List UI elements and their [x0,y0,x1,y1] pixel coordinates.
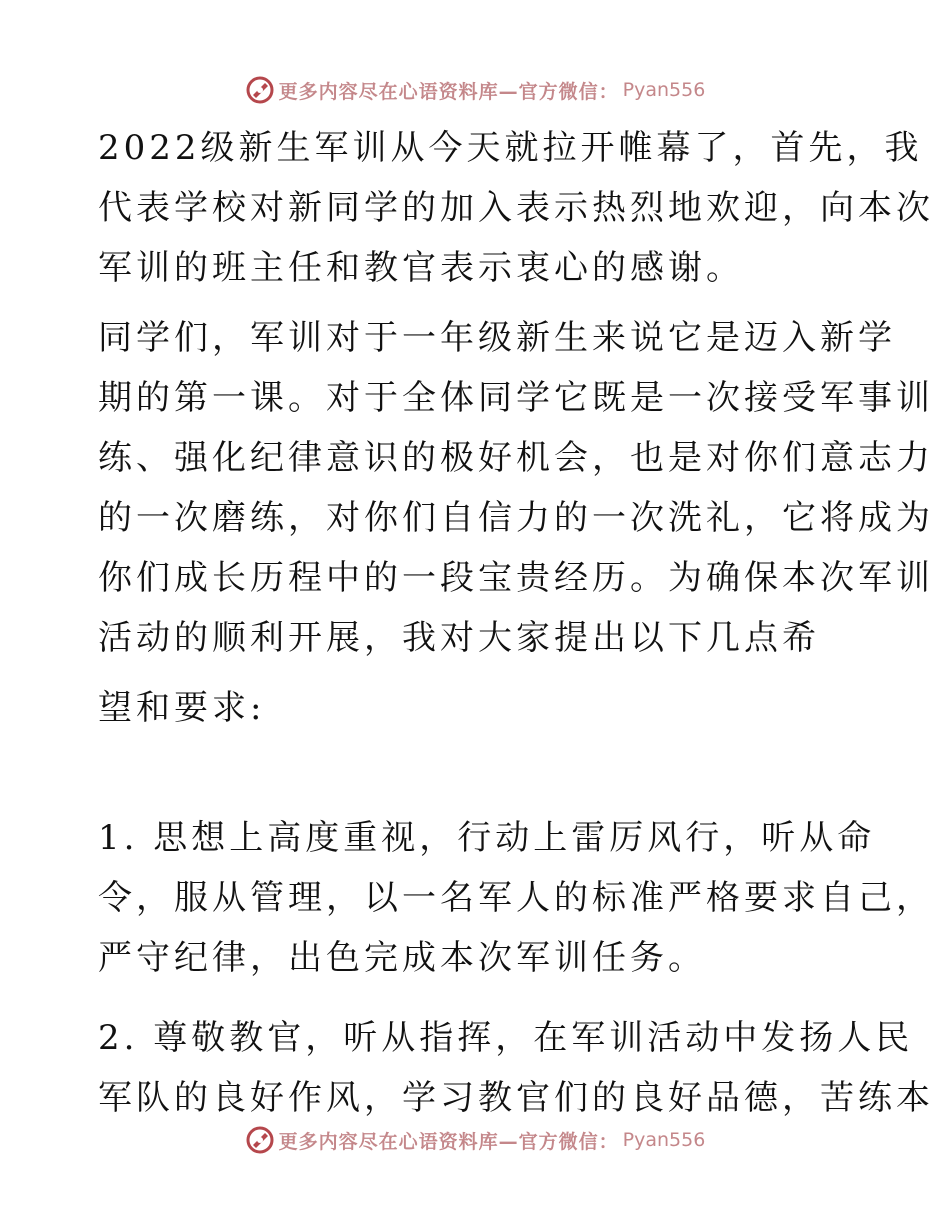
paragraph-item-2 [98,1008,934,1128]
text-line: 1. 思想上高度重视，行动上雷厉风行，听从命 [98,818,876,858]
header-banner-wechat: Pyan556 [622,79,706,101]
text-line: 严守纪律，出色完成本次军训任务。 [98,938,706,978]
text-line: 望和要求: [98,688,266,728]
text-line: 你们成长历程中的一段宝贵经历。为确保本次军训 [98,558,934,598]
paragraph-requirements-heading [98,678,858,738]
paragraph-students [98,308,934,668]
paragraph-item-1 [98,808,934,988]
header-banner [0,70,950,110]
text-line: 令，服从管理，以一名军人的标准严格要求自己， [98,878,934,918]
paragraph-intro [98,118,934,298]
text-line: 活动的顺利开展，我对大家提出以下几点希 [98,618,820,658]
footer-banner-text: 更多内容尽在心语资料库—官方微信： [278,1130,619,1153]
header-banner-text: 更多内容尽在心语资料库—官方微信： [278,80,619,103]
footer-banner-wechat: Pyan556 [622,1129,706,1151]
logo-icon [245,75,275,105]
text-line: 军训的班主任和教官表示衷心的感谢。 [98,248,744,288]
text-line: 2. 尊敬教官，听从指挥，在军训活动中发扬人民 [98,1018,914,1058]
footer-banner [0,1120,950,1160]
logo-icon [245,1125,275,1155]
text-line: 代表学校对新同学的加入表示热烈地欢迎，向本次 [98,188,934,228]
text-line: 同学们，军训对于一年级新生来说它是迈入新学 [98,318,896,358]
text-line: 的一次磨练，对你们自信力的一次洗礼，它将成为 [98,498,934,538]
text-line: 2022级新生军训从今天就拉开帷幕了，首先，我 [98,128,923,168]
text-line: 练、强化纪律意识的极好机会，也是对你们意志力 [98,438,934,478]
text-line: 期的第一课。对于全体同学它既是一次接受军事训 [98,378,934,418]
text-line: 军队的良好作风，学习教官们的良好品德，苦练本 [98,1078,934,1118]
